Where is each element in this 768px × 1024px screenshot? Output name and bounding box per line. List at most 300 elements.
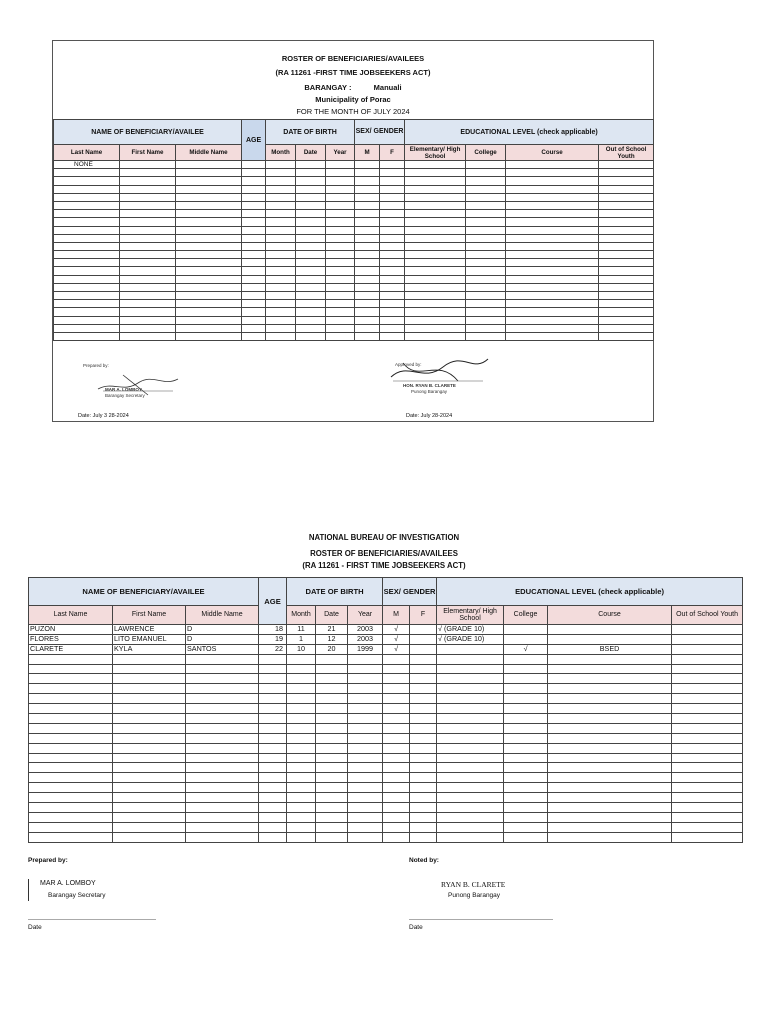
table-cell — [296, 267, 326, 275]
table-cell — [242, 210, 266, 218]
table-cell-month — [287, 812, 316, 822]
table-cell-elem — [437, 704, 504, 714]
table-cell — [466, 316, 506, 324]
table-cell-f — [410, 763, 437, 773]
table-cell — [355, 251, 380, 259]
table-cell-f — [410, 634, 437, 644]
table-cell — [54, 185, 120, 193]
table-cell-m — [383, 783, 410, 793]
table-cell — [405, 292, 466, 300]
table-cell-f — [410, 753, 437, 763]
subheader-first: First Name — [113, 606, 186, 625]
table-row — [29, 812, 743, 822]
table-cell-course — [548, 625, 672, 635]
form1-barangay-line — [53, 83, 653, 92]
table-cell-year — [348, 694, 383, 704]
table-cell-osy — [672, 723, 743, 733]
form2-agency: NATIONAL BUREAU OF INVESTIGATION — [308, 533, 460, 542]
table-cell-college — [504, 773, 548, 783]
table-cell — [506, 210, 599, 218]
table-cell — [296, 316, 326, 324]
roster-form-barangay — [52, 40, 654, 422]
table-cell-elem — [437, 803, 504, 813]
table-cell-m — [383, 714, 410, 724]
table-cell-first — [113, 674, 186, 684]
table-cell — [120, 218, 176, 226]
table-cell — [242, 193, 266, 201]
header-dob: DATE OF BIRTH — [266, 120, 355, 145]
table-cell-middle — [186, 793, 259, 803]
table-cell — [405, 161, 466, 169]
table-cell — [242, 201, 266, 209]
table-cell-course: BSED — [548, 644, 672, 654]
table-cell — [380, 177, 405, 185]
table-row — [29, 714, 743, 724]
table-cell-f — [410, 733, 437, 743]
table-cell — [296, 308, 326, 316]
table-row — [29, 743, 743, 753]
table-cell — [405, 332, 466, 340]
table-cell — [296, 177, 326, 185]
table-cell-first — [113, 694, 186, 704]
table-cell-month: 11 — [287, 625, 316, 635]
form1-title: ROSTER OF BENEFICIARIES/AVAILEES — [281, 54, 425, 63]
table-cell-month — [287, 832, 316, 842]
table-cell-year — [348, 803, 383, 813]
table-cell — [599, 177, 654, 185]
table-cell — [326, 242, 355, 250]
table-cell — [599, 169, 654, 177]
table-cell — [54, 242, 120, 250]
table-cell-last — [29, 704, 113, 714]
table-cell — [405, 242, 466, 250]
table-cell — [296, 292, 326, 300]
table-cell-course — [548, 664, 672, 674]
table-cell — [176, 259, 242, 267]
table-cell — [380, 169, 405, 177]
table-cell — [296, 210, 326, 218]
table-cell-course — [548, 634, 672, 644]
prepared-name: MAR A. LOMBOY — [105, 387, 142, 392]
table-cell — [506, 292, 599, 300]
date-left: Date: July 3 28-2024 — [78, 413, 129, 419]
table-cell-month — [287, 704, 316, 714]
table-cell-last — [29, 812, 113, 822]
table-cell — [355, 242, 380, 250]
table-cell — [326, 316, 355, 324]
table-cell — [466, 332, 506, 340]
table-cell-course — [548, 832, 672, 842]
table-cell-month — [287, 714, 316, 724]
table-row — [54, 177, 654, 185]
table-cell — [120, 251, 176, 259]
table-cell — [380, 201, 405, 209]
table-cell — [405, 275, 466, 283]
table-cell-osy — [672, 763, 743, 773]
table-cell-first — [113, 664, 186, 674]
table-cell-month — [287, 803, 316, 813]
table-cell-month — [287, 783, 316, 793]
table-cell — [54, 292, 120, 300]
table-cell — [54, 308, 120, 316]
table-row — [29, 704, 743, 714]
table-cell-last — [29, 714, 113, 724]
table-row — [54, 292, 654, 300]
table-cell — [599, 193, 654, 201]
table-cell-college — [504, 763, 548, 773]
table-cell-date — [316, 763, 348, 773]
table-row — [29, 634, 743, 644]
table-cell-age — [259, 704, 287, 714]
table-cell — [120, 300, 176, 308]
table-cell-osy — [672, 674, 743, 684]
table-cell-m: √ — [383, 644, 410, 654]
table-cell — [466, 185, 506, 193]
table-cell — [405, 259, 466, 267]
form2-prepared-label: Prepared by: — [28, 857, 68, 864]
table-cell-college — [504, 625, 548, 635]
table-cell-age: 18 — [259, 625, 287, 635]
table-cell-year: 1999 — [348, 644, 383, 654]
table-cell-date — [316, 812, 348, 822]
table-cell — [405, 308, 466, 316]
table-cell — [599, 300, 654, 308]
table-cell-osy — [672, 694, 743, 704]
table-cell — [466, 308, 506, 316]
table-cell — [120, 185, 176, 193]
table-cell — [120, 259, 176, 267]
approved-name: HON. RYAN B. CLARETE — [403, 383, 456, 388]
table-cell — [120, 267, 176, 275]
table-row — [29, 664, 743, 674]
table-cell-month — [287, 723, 316, 733]
table-cell-middle: D — [186, 625, 259, 635]
table-cell — [176, 218, 242, 226]
table-cell — [120, 226, 176, 234]
table-cell — [296, 324, 326, 332]
table-cell — [242, 177, 266, 185]
table-cell-first — [113, 822, 186, 832]
subheader-course: Course — [548, 606, 672, 625]
table-cell — [242, 169, 266, 177]
header-name: NAME OF BENEFICIARY/AVAILEE — [29, 578, 259, 606]
table-cell-last — [29, 723, 113, 733]
table-cell — [380, 292, 405, 300]
form1-subtitle: (RA 11261 -FIRST TIME JOBSEEKERS ACT) — [275, 68, 431, 77]
table-cell — [355, 169, 380, 177]
table-cell — [266, 193, 296, 201]
table-cell — [266, 201, 296, 209]
table-cell — [355, 324, 380, 332]
table-cell — [296, 300, 326, 308]
table-cell — [266, 332, 296, 340]
table-cell — [242, 275, 266, 283]
table-cell — [54, 300, 120, 308]
table-cell-month — [287, 793, 316, 803]
header-name: NAME OF BENEFICIARY/AVAILEE — [54, 120, 242, 145]
subheader-f: F — [380, 145, 405, 161]
table-cell-date — [316, 674, 348, 684]
table-cell-m — [383, 763, 410, 773]
form1-roster-table — [53, 119, 654, 341]
table-cell-middle — [186, 664, 259, 674]
table-row — [29, 674, 743, 684]
table-cell — [120, 308, 176, 316]
table-cell — [599, 283, 654, 291]
table-cell-date — [316, 723, 348, 733]
table-cell-year — [348, 704, 383, 714]
table-cell — [326, 308, 355, 316]
table-cell — [355, 218, 380, 226]
table-cell-f — [410, 723, 437, 733]
table-cell-elem — [437, 664, 504, 674]
table-cell-f — [410, 644, 437, 654]
table-cell — [242, 324, 266, 332]
table-cell — [466, 201, 506, 209]
table-row — [54, 226, 654, 234]
table-cell — [355, 259, 380, 267]
table-cell — [599, 251, 654, 259]
table-cell-middle — [186, 714, 259, 724]
header-sex: SEX/ GENDER — [383, 578, 437, 606]
table-cell — [405, 251, 466, 259]
table-cell-date: 12 — [316, 634, 348, 644]
table-cell — [266, 218, 296, 226]
table-cell — [266, 185, 296, 193]
table-cell-osy — [672, 714, 743, 724]
table-cell-age — [259, 694, 287, 704]
table-cell — [242, 234, 266, 242]
table-cell-first — [113, 793, 186, 803]
table-cell — [355, 234, 380, 242]
table-cell — [506, 275, 599, 283]
table-cell-first — [113, 684, 186, 694]
table-cell-college — [504, 684, 548, 694]
table-cell — [242, 292, 266, 300]
form1-table-body — [54, 161, 654, 341]
table-cell — [266, 169, 296, 177]
form2-prepared-title: Barangay Secretary — [48, 892, 106, 899]
table-cell — [176, 308, 242, 316]
table-cell — [355, 292, 380, 300]
table-row — [54, 300, 654, 308]
table-cell-m — [383, 803, 410, 813]
table-cell — [599, 308, 654, 316]
table-cell-age — [259, 763, 287, 773]
table-cell-f — [410, 714, 437, 724]
subheader-osy: Out of School Youth — [672, 606, 743, 625]
table-row — [54, 275, 654, 283]
table-cell-course — [548, 733, 672, 743]
table-cell — [296, 259, 326, 267]
table-cell — [266, 292, 296, 300]
table-cell — [242, 332, 266, 340]
table-cell — [266, 283, 296, 291]
table-cell-age — [259, 832, 287, 842]
table-cell — [296, 161, 326, 169]
form2-date-line-right — [409, 919, 553, 920]
subheader-month: Month — [266, 145, 296, 161]
table-cell — [242, 161, 266, 169]
table-cell — [599, 234, 654, 242]
table-cell — [176, 283, 242, 291]
table-cell-f — [410, 822, 437, 832]
approved-by-label: Approved by: — [395, 362, 422, 367]
table-cell-date — [316, 704, 348, 714]
table-cell-m — [383, 704, 410, 714]
table-cell — [176, 161, 242, 169]
table-cell-month — [287, 822, 316, 832]
table-cell — [599, 226, 654, 234]
table-cell — [296, 193, 326, 201]
table-cell — [54, 218, 120, 226]
table-cell — [380, 161, 405, 169]
table-cell-f — [410, 832, 437, 842]
table-cell-last: PUZON — [29, 625, 113, 635]
table-cell-f — [410, 674, 437, 684]
table-cell-date — [316, 832, 348, 842]
table-cell — [242, 218, 266, 226]
table-row — [54, 324, 654, 332]
table-cell-osy — [672, 654, 743, 664]
table-cell — [466, 161, 506, 169]
table-cell-age — [259, 674, 287, 684]
table-row — [54, 185, 654, 193]
form2-noted-name: RYAN B. CLARETE — [441, 880, 506, 889]
table-cell — [506, 234, 599, 242]
table-row — [54, 169, 654, 177]
table-cell — [355, 177, 380, 185]
table-cell — [355, 300, 380, 308]
table-cell-m — [383, 812, 410, 822]
table-cell — [466, 324, 506, 332]
table-cell — [355, 210, 380, 218]
table-cell-college — [504, 704, 548, 714]
table-cell — [466, 292, 506, 300]
table-cell — [380, 185, 405, 193]
form2-table-body — [29, 625, 743, 843]
table-cell — [54, 169, 120, 177]
table-cell — [266, 316, 296, 324]
table-cell-elem — [437, 733, 504, 743]
table-cell-first — [113, 704, 186, 714]
table-cell-course — [548, 822, 672, 832]
table-cell-month — [287, 654, 316, 664]
table-cell — [380, 275, 405, 283]
table-cell — [176, 275, 242, 283]
table-cell-college — [504, 743, 548, 753]
table-cell — [506, 259, 599, 267]
table-row — [54, 201, 654, 209]
table-cell-year — [348, 753, 383, 763]
table-cell-last — [29, 654, 113, 664]
table-cell-m — [383, 793, 410, 803]
table-cell-college — [504, 753, 548, 763]
form1-municipality: Municipality of Porac — [315, 95, 391, 104]
table-cell-elem — [437, 743, 504, 753]
prepared-title: Barangay Secretary — [105, 393, 145, 398]
table-cell-date: 20 — [316, 644, 348, 654]
table-cell-college — [504, 674, 548, 684]
table-row — [29, 625, 743, 635]
table-cell-elem — [437, 644, 504, 654]
table-cell — [120, 210, 176, 218]
table-cell-middle — [186, 694, 259, 704]
table-cell — [355, 332, 380, 340]
table-cell — [405, 316, 466, 324]
table-cell-osy — [672, 812, 743, 822]
table-cell — [120, 201, 176, 209]
table-cell-elem: √ (GRADE 10) — [437, 625, 504, 635]
table-cell — [176, 201, 242, 209]
table-cell — [54, 275, 120, 283]
form2-date-line-left — [28, 919, 156, 920]
table-cell-college — [504, 822, 548, 832]
table-cell-first: KYLA — [113, 644, 186, 654]
table-cell-college — [504, 723, 548, 733]
table-cell-f — [410, 793, 437, 803]
table-cell-middle — [186, 812, 259, 822]
table-cell — [296, 283, 326, 291]
table-cell-first — [113, 832, 186, 842]
table-row — [29, 783, 743, 793]
table-cell-age — [259, 684, 287, 694]
table-row — [54, 251, 654, 259]
table-cell-middle — [186, 803, 259, 813]
table-cell — [506, 324, 599, 332]
table-cell — [54, 226, 120, 234]
table-cell — [380, 308, 405, 316]
table-cell-course — [548, 723, 672, 733]
table-cell — [54, 332, 120, 340]
table-cell-last — [29, 832, 113, 842]
table-cell-osy — [672, 625, 743, 635]
table-cell — [266, 234, 296, 242]
table-cell — [506, 177, 599, 185]
table-cell — [54, 259, 120, 267]
table-cell-year — [348, 743, 383, 753]
table-cell-last — [29, 763, 113, 773]
table-cell-first — [113, 654, 186, 664]
table-cell — [326, 292, 355, 300]
table-row — [29, 723, 743, 733]
table-cell-f — [410, 743, 437, 753]
table-cell-m: √ — [383, 625, 410, 635]
form2-date-left: Date — [28, 924, 42, 931]
table-cell — [380, 316, 405, 324]
table-cell — [466, 193, 506, 201]
table-cell-month — [287, 763, 316, 773]
table-cell-college — [504, 664, 548, 674]
table-cell — [326, 169, 355, 177]
table-cell-first — [113, 723, 186, 733]
table-cell-middle — [186, 773, 259, 783]
table-cell-year — [348, 773, 383, 783]
table-cell-year — [348, 822, 383, 832]
table-cell-date: 21 — [316, 625, 348, 635]
table-cell — [54, 210, 120, 218]
table-cell — [506, 242, 599, 250]
table-cell-year — [348, 664, 383, 674]
table-cell — [242, 300, 266, 308]
table-cell — [506, 283, 599, 291]
table-row — [29, 694, 743, 704]
table-cell — [176, 210, 242, 218]
table-cell-age: 22 — [259, 644, 287, 654]
table-row — [54, 259, 654, 267]
table-cell-elem — [437, 723, 504, 733]
table-cell-elem — [437, 654, 504, 664]
